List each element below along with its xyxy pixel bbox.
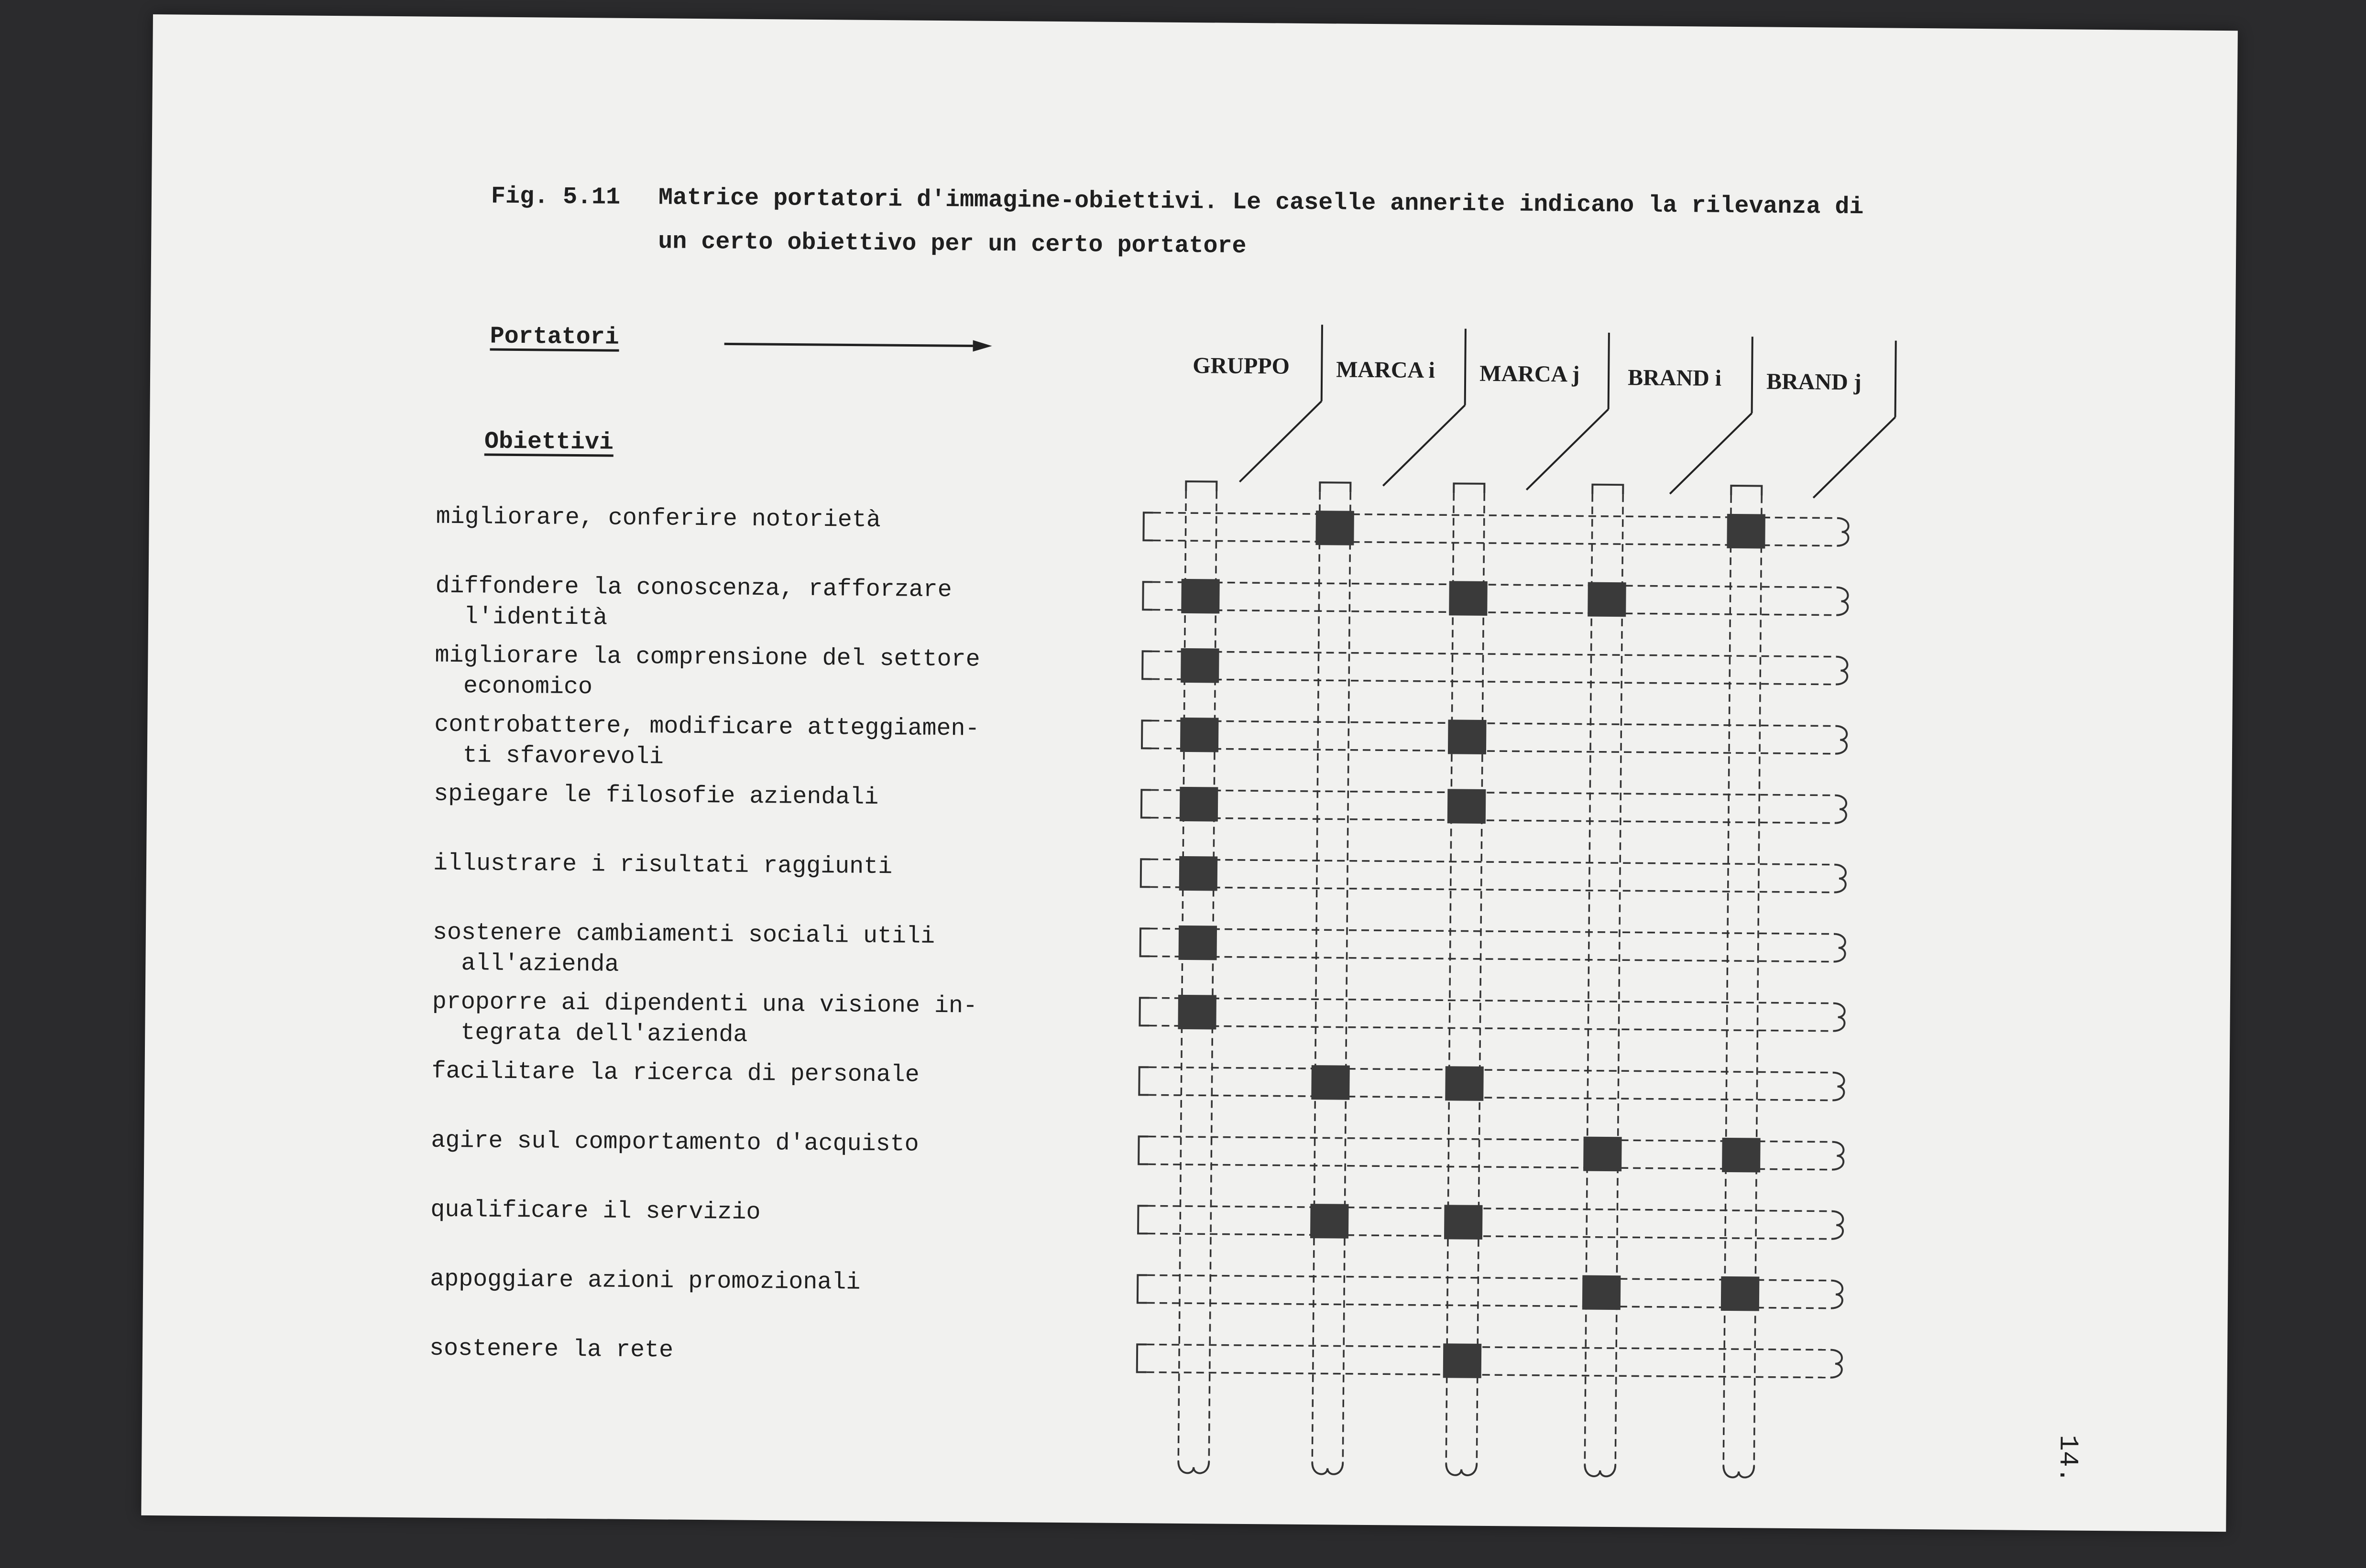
column-bracket <box>1454 483 1484 493</box>
row-bracket <box>1141 859 1150 887</box>
row-end-wave <box>1833 1003 1844 1031</box>
objective-label: agire sul comportamento d'acquisto <box>431 1127 919 1158</box>
relevance-cell <box>1721 1276 1760 1311</box>
relevance-cell <box>1443 1343 1482 1378</box>
relevance-cell <box>1449 581 1488 616</box>
row-bracket <box>1143 582 1152 610</box>
relevance-matrix <box>141 14 2238 1532</box>
relevance-cell <box>1181 648 1219 683</box>
row-end-wave <box>1837 518 1848 546</box>
caption-line-2: un certo obiettivo per un certo portatore <box>658 228 1247 260</box>
column-dashed-line <box>1209 491 1216 1461</box>
row-bracket <box>1142 651 1152 679</box>
objective-label: proporre ai dipendenti una visione in- tegrata dell'azienda <box>432 988 978 1049</box>
row-dashed-line <box>1152 610 1836 615</box>
row-dashed-line <box>1150 928 1834 934</box>
column-dashed-line <box>1343 492 1350 1463</box>
row-end-wave <box>1832 1073 1844 1100</box>
row-dashed-line <box>1148 1206 1831 1211</box>
column-bracket <box>1731 486 1762 496</box>
row-end-wave <box>1835 795 1846 823</box>
page-number: 14. <box>2052 1435 2083 1483</box>
objective-label: illustrare i risultati raggiunti <box>433 849 893 881</box>
row-end-wave <box>1831 1211 1843 1239</box>
column-bracket <box>1186 481 1216 491</box>
column-divider <box>1670 413 1752 494</box>
row-bracket <box>1140 928 1150 956</box>
relevance-cell <box>1727 514 1765 549</box>
column-divider <box>1239 401 1321 482</box>
row-dashed-line <box>1149 1067 1833 1072</box>
row-dashed-line <box>1148 1233 1831 1239</box>
relevance-cell <box>1588 582 1626 617</box>
row-end-wave <box>1835 726 1847 754</box>
relevance-cell <box>1180 787 1218 822</box>
relevance-cell <box>1445 1066 1484 1101</box>
relevance-cell <box>1582 1275 1621 1310</box>
row-dashed-line <box>1152 651 1836 656</box>
row-dashed-line <box>1150 956 1834 961</box>
objective-label: controbattere, modificare atteggiamen- ti sfavorevoli <box>434 711 980 771</box>
column-divider <box>1813 416 1895 498</box>
row-bracket <box>1142 720 1151 748</box>
objective-label: diffondere la conoscenza, rafforzare l'identità <box>435 572 953 632</box>
column-bracket <box>1320 482 1350 492</box>
column-dashed-line <box>1178 491 1186 1461</box>
column-end-wave <box>1723 1466 1754 1478</box>
column-header: MARCA i <box>1336 357 1435 383</box>
relevance-cell <box>1447 789 1486 824</box>
relevance-cell <box>1315 511 1354 545</box>
row-dashed-line <box>1151 817 1835 823</box>
column-dashed-line <box>1585 494 1592 1465</box>
relevance-cell <box>1444 1205 1483 1240</box>
relevance-cell <box>1310 1204 1349 1239</box>
row-dashed-line <box>1147 1344 1830 1350</box>
row-dashed-line <box>1150 887 1834 892</box>
row-bracket <box>1138 1206 1148 1233</box>
row-bracket <box>1137 1344 1147 1372</box>
row-dashed-line <box>1149 1095 1832 1100</box>
row-bracket <box>1138 1275 1147 1303</box>
row-bracket <box>1139 998 1149 1025</box>
column-divider <box>1465 329 1466 405</box>
row-dashed-line <box>1150 859 1834 864</box>
relevance-cell <box>1311 1065 1350 1100</box>
row-bracket <box>1141 790 1151 817</box>
column-dashed-line <box>1615 494 1623 1465</box>
relevance-cell <box>1722 1138 1761 1173</box>
column-header: BRAND i <box>1627 365 1722 391</box>
row-bracket <box>1139 1067 1149 1095</box>
caption-line-1: Matrice portatori d'immagine-obiettivi. Le caselle annerite indicano la rilevanza di <box>658 184 1864 221</box>
relevance-cell <box>1181 579 1220 614</box>
column-dashed-line <box>1754 495 1762 1466</box>
column-header: GRUPPO <box>1193 353 1290 379</box>
column-divider <box>1752 337 1753 413</box>
portatori-heading: Portatori <box>490 323 619 351</box>
objective-label: sostenere cambiamenti sociali utili all'azienda <box>432 919 935 979</box>
row-dashed-line <box>1152 679 1836 684</box>
row-end-wave <box>1836 588 1848 615</box>
row-dashed-line <box>1149 1025 1833 1031</box>
figure-number: Fig. 5.11 <box>491 183 621 211</box>
row-bracket <box>1143 512 1153 540</box>
column-end-wave <box>1178 1461 1209 1473</box>
column-divider <box>1383 404 1465 486</box>
objective-label: migliorare la comprensione del settore economico <box>434 642 980 701</box>
row-dashed-line <box>1151 720 1835 726</box>
objective-label: facilitare la ricerca di personale <box>431 1057 920 1089</box>
relevance-cell <box>1448 719 1487 754</box>
relevance-cell <box>1178 995 1216 1030</box>
objective-label: migliorare, conferire notorietà <box>436 503 881 534</box>
column-header: BRAND j <box>1766 369 1862 395</box>
row-end-wave <box>1836 657 1847 685</box>
document-sheet <box>141 14 2238 1532</box>
column-end-wave <box>1585 1465 1615 1477</box>
obiettivi-heading: Obiettivi <box>484 428 614 457</box>
column-dashed-line <box>1312 492 1320 1462</box>
column-bracket <box>1592 485 1623 495</box>
row-dashed-line <box>1151 748 1835 753</box>
relevance-cell <box>1180 718 1219 752</box>
relevance-cell <box>1583 1137 1622 1172</box>
column-header: MARCA j <box>1479 360 1580 387</box>
relevance-cell <box>1179 926 1217 960</box>
row-dashed-line <box>1153 582 1837 587</box>
row-bracket <box>1139 1136 1148 1164</box>
column-end-wave <box>1312 1462 1343 1474</box>
row-dashed-line <box>1151 790 1835 795</box>
row-end-wave <box>1834 934 1845 962</box>
column-dashed-line <box>1477 493 1484 1464</box>
objective-label: appoggiare azioni promozionali <box>430 1265 861 1296</box>
column-dashed-line <box>1723 495 1731 1466</box>
column-end-wave <box>1446 1463 1477 1475</box>
row-end-wave <box>1834 865 1846 893</box>
objective-label: sostenere la rete <box>429 1335 674 1364</box>
row-end-wave <box>1831 1281 1842 1308</box>
row-end-wave <box>1832 1142 1843 1170</box>
row-dashed-line <box>1150 998 1833 1003</box>
row-end-wave <box>1830 1350 1842 1378</box>
relevance-cell <box>1179 856 1218 891</box>
column-dashed-line <box>1446 493 1454 1463</box>
objective-label: qualificare il servizio <box>430 1196 761 1227</box>
objective-label: spiegare le filosofie aziendali <box>433 780 879 811</box>
column-divider <box>1526 409 1608 490</box>
row-dashed-line <box>1147 1372 1830 1377</box>
